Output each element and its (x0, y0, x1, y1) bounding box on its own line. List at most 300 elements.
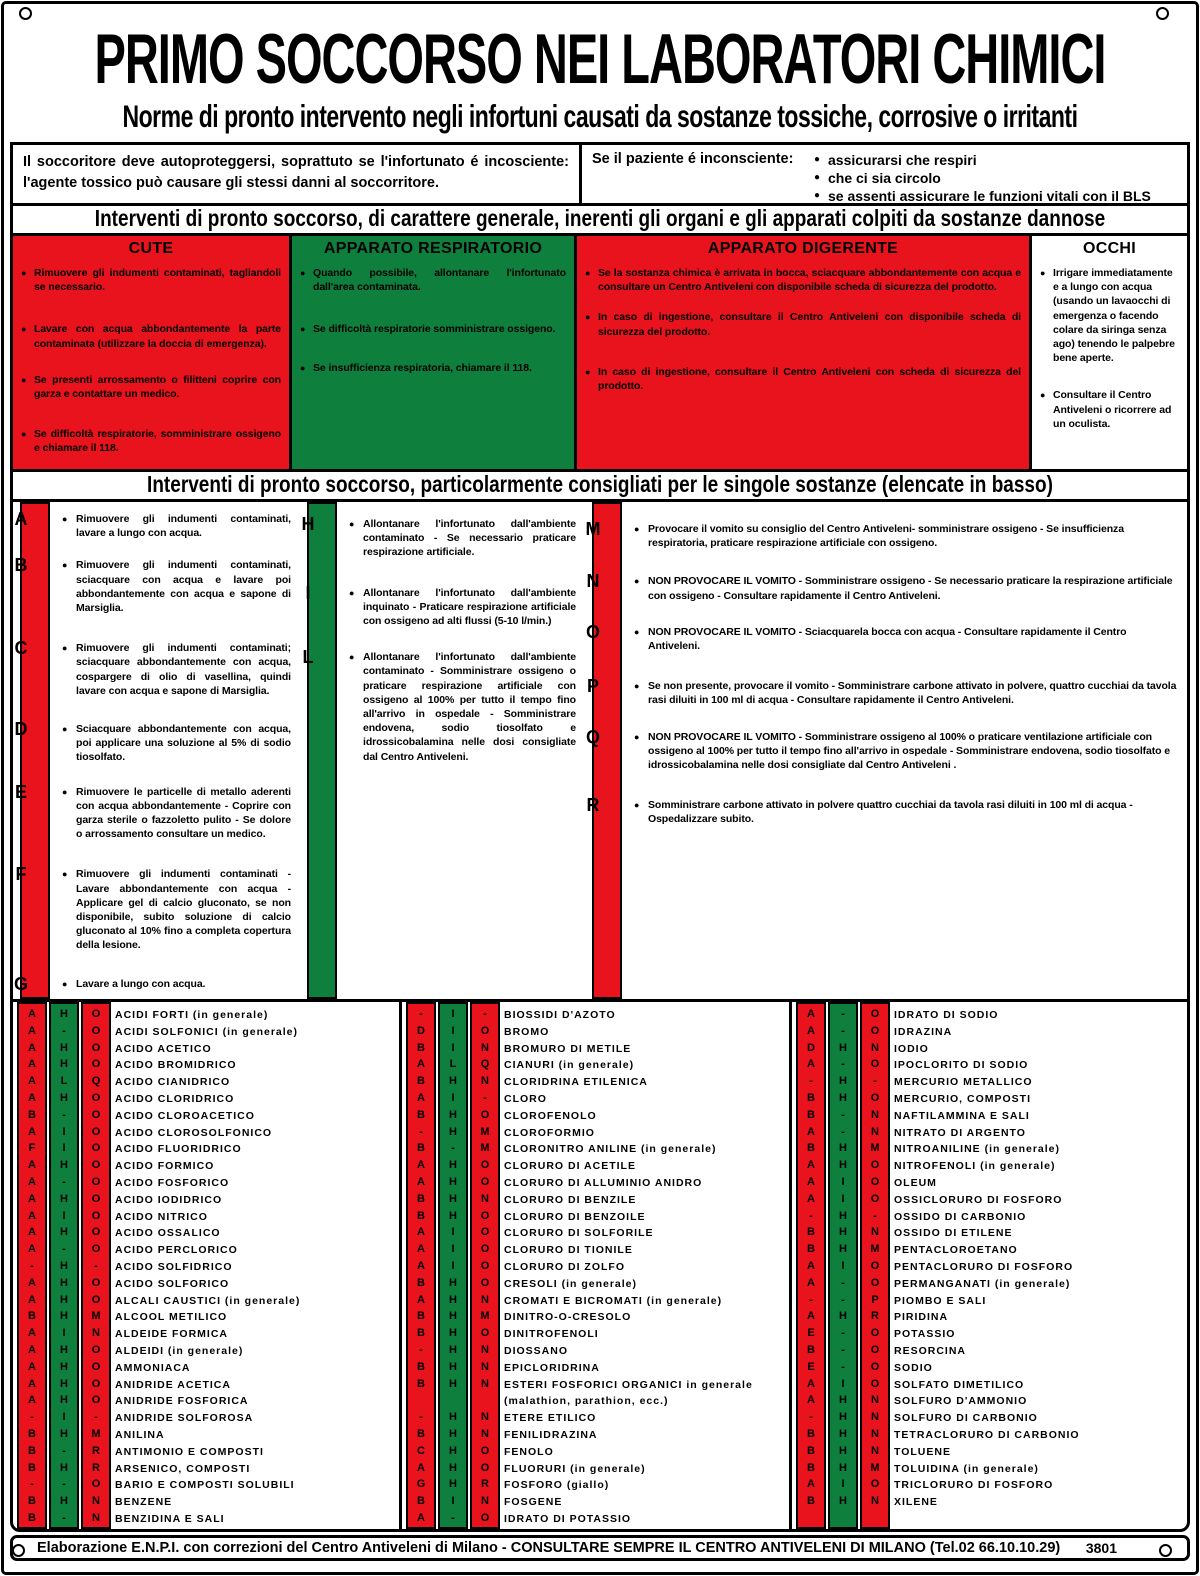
substance-row (807, 1090, 1183, 1107)
substance-code: A (28, 1293, 36, 1306)
letter-entry-C (14, 638, 291, 698)
organ-bullet-text: In caso di ingestione, consultare il Centro Antiveleni con disponibile scheda di sicurezza del prodotto. (598, 311, 1021, 338)
substance-row (28, 1241, 395, 1258)
substance-row (807, 1224, 1183, 1241)
substance-code: E (807, 1360, 815, 1373)
substance-code: A (417, 1461, 425, 1474)
substance-code: - (62, 1243, 66, 1256)
substance-name: CLORURO DI ALLUMINIO ANIDRO (504, 1176, 703, 1189)
organ-bullet-text: Lavare con acqua abbondantemente la parte contaminata (utilizzare la doccia di emergenza). (34, 323, 281, 350)
substance-name: BROMURO DI METILE (504, 1042, 632, 1055)
bullet-icon: ● (62, 643, 68, 654)
substance-name: CLORURO DI ZOLFO (504, 1260, 625, 1273)
substance-code: - (62, 1478, 66, 1491)
letter-entry-text: Lavare a lungo con acqua. (76, 977, 206, 990)
organ-bullet-text: Consultare il Centro Antiveleni o ricorrere ad un oculista. (1053, 389, 1172, 430)
substance-row (30, 1476, 395, 1493)
substance-name: ACIDO FLUORIDRICO (115, 1143, 242, 1156)
substance-code: H (839, 1091, 847, 1104)
substance-code: I (451, 1008, 455, 1020)
substance-name: AMMONIACA (115, 1361, 191, 1374)
bullet-icon: ● (634, 800, 640, 811)
substance-code: B (28, 1495, 36, 1508)
substance-name: ACIDO SOLFORICO (115, 1277, 230, 1290)
substances-table (13, 999, 1187, 1529)
substance-code: - (419, 1411, 423, 1424)
organ-bullet-text: Se difficoltà respiratorie somministrare ossigeno. (313, 323, 556, 336)
substance-code: O (870, 1360, 880, 1373)
substance-code: A (807, 1175, 815, 1188)
substance-row (809, 1409, 1183, 1426)
substance-code: A (807, 1192, 815, 1205)
bullet-icon: ● (62, 978, 68, 989)
substance-code: N (481, 1377, 489, 1390)
substance-row (417, 1359, 785, 1376)
substance-row (419, 1124, 785, 1141)
organ-column-apparato-digerente (574, 236, 1029, 469)
poster-content (10, 18, 1190, 1561)
substance-code: A (417, 1243, 425, 1256)
substance-code: - (94, 1411, 98, 1424)
substance-code: O (91, 1209, 101, 1222)
substance-code: A (28, 1276, 36, 1289)
substance-code: M (870, 1142, 880, 1155)
substance-name: ALDEIDE FORMICA (115, 1328, 228, 1341)
substance-code: O (91, 1091, 101, 1104)
substance-name: TETRACLORURO DI CARBONIO (894, 1428, 1080, 1441)
substance-name: ANIDRIDE ACETICA (115, 1378, 231, 1391)
substance-name: ACIDO CIANIDRICO (115, 1076, 231, 1089)
substance-code: B (417, 1108, 425, 1121)
substance-name: ETERE ETILICO (504, 1412, 597, 1425)
substance-name: DINITRO-O-CRESOLO (504, 1311, 632, 1324)
substance-row (28, 1359, 395, 1376)
substance-code: C (417, 1444, 425, 1457)
substance-code: H (839, 1394, 847, 1407)
bullet-icon: ● (814, 190, 821, 201)
substance-code: O (91, 1343, 101, 1356)
substance-name: ACIDO CLOROACETICO (115, 1109, 255, 1122)
substance-code: O (91, 1008, 101, 1020)
substance-code: O (91, 1377, 101, 1390)
substance-name: CLOROFORMIO (504, 1126, 595, 1139)
substance-code: A (28, 1091, 36, 1104)
substance-row (417, 1090, 785, 1107)
organ-bullet-item (300, 322, 566, 336)
substance-name: BENZIDINA E SALI (115, 1512, 225, 1525)
substance-code: B (28, 1108, 36, 1121)
substance-code: A (28, 1024, 36, 1037)
substance-code: L (449, 1058, 457, 1071)
substance-code: B (807, 1108, 815, 1121)
organ-bullet-text: Se la sostanza chimica è arrivata in bocca, sciacquare abbondantemente con acqua e consultare un Centro Antiveleni con disponibile scheda di sicurezza del prodotto. (598, 267, 1021, 294)
substance-code: B (28, 1427, 36, 1440)
substance-code: H (839, 1444, 847, 1457)
substance-code: N (871, 1108, 879, 1121)
substance-code: O (91, 1175, 101, 1188)
substance-code: P (871, 1293, 879, 1306)
letter-entry-Q (586, 726, 1177, 773)
letter-entry-text: Sciacquare abbondantemente con acqua, poi applicare una soluzione al 5% di sodio tiosolfato. (76, 723, 291, 764)
substance-name: XILENE (894, 1496, 938, 1509)
bullet-icon: ● (21, 374, 27, 385)
substance-code: H (839, 1041, 847, 1054)
letter-code-label: H (301, 514, 315, 534)
substance-row (417, 1443, 785, 1460)
substance-code: O (480, 1276, 490, 1289)
substance-code: G (416, 1478, 426, 1491)
substance-code: A (807, 1310, 815, 1323)
substance-name: FENOLO (504, 1445, 554, 1458)
poster-subtitle-text: Norme di pronto intervento negli infortuni causati da sostanze tossiche, corrosive o irritanti (122, 98, 1078, 134)
substance-code: A (28, 1125, 36, 1138)
organ-bullet-item (300, 266, 566, 294)
letter-code-label: G (14, 973, 28, 994)
substance-code: O (480, 1327, 490, 1340)
substance-row (417, 1325, 785, 1342)
substance-row (807, 1476, 1183, 1493)
substance-code: O (870, 1024, 880, 1037)
substance-code: O (480, 1444, 490, 1457)
bullet-icon: ● (62, 560, 68, 571)
substance-name: CLORURO DI BENZOILE (504, 1210, 646, 1223)
substance-code: A (417, 1058, 425, 1071)
substance-code: H (449, 1125, 457, 1138)
substance-code: N (481, 1041, 489, 1054)
substance-code: B (28, 1461, 36, 1474)
letter-group (301, 502, 582, 999)
substance-code: N (871, 1394, 879, 1407)
substance-code: H (60, 1226, 68, 1239)
substance-code: H (449, 1327, 457, 1340)
poster-title-text: PRIMO SOCCORSO NEI LABORATORI CHIMICI (94, 18, 1106, 98)
substance-code: - (419, 1008, 423, 1020)
substance-code: O (870, 1259, 880, 1272)
substance-code: - (809, 1075, 813, 1088)
letter-entry-text: Allontanare l'infortunato dall'ambiente contaminato - Somministrare ossigeno o praticare respirazione artificiale con ossigeno al 100% per tutto il tempo fino all'arrivo in ospedale - Somministrare endovena, sodio tiosolfato e idrossicobalamina nelle dosi consigliate dal Centro Antiveleni. (363, 651, 576, 763)
bullet-icon: ● (585, 366, 591, 377)
intro-row (13, 145, 1187, 203)
substance-code: H (449, 1159, 457, 1172)
substance-code: H (449, 1427, 457, 1440)
substance-row (28, 1460, 395, 1477)
substance-code: M (480, 1125, 490, 1138)
substance-code: O (480, 1175, 490, 1188)
substance-code: - (841, 1276, 845, 1289)
substance-code: - (873, 1209, 877, 1222)
substance-name: PIOMBO E SALI (894, 1294, 987, 1307)
substance-name: SODIO (894, 1361, 933, 1374)
substance-code: - (809, 1411, 813, 1424)
bullet-icon: ● (814, 172, 821, 183)
substance-code: O (91, 1192, 101, 1205)
substance-row (28, 1426, 395, 1443)
substance-row (807, 1006, 1183, 1023)
substance-code: B (807, 1495, 815, 1508)
substance-name: CLORO (504, 1092, 547, 1105)
footer-bar (10, 1535, 1190, 1561)
organ-bullet-item (21, 373, 281, 401)
substance-row (807, 1325, 1183, 1342)
substance-code: N (481, 1360, 489, 1373)
letter-entry-B (14, 555, 291, 615)
substance-code: Q (480, 1058, 490, 1071)
substance-row (809, 1073, 1183, 1090)
substance-code: I (451, 1259, 455, 1272)
substance-code: N (871, 1226, 879, 1239)
substance-code: N (481, 1293, 489, 1306)
substance-row (417, 1308, 785, 1325)
screw-hole-icon (1156, 7, 1169, 20)
substance-code: B (417, 1495, 425, 1508)
substance-code: N (481, 1075, 489, 1088)
substance-code: - (483, 1008, 487, 1020)
substance-row (417, 1292, 785, 1309)
substance-code: B (28, 1310, 36, 1323)
substance-code: H (449, 1108, 457, 1121)
substance-row (807, 1040, 1183, 1057)
substance-row (807, 1124, 1183, 1141)
substance-name: PERMANGANATI (in generale) (894, 1277, 1071, 1290)
letter-entry-text: Rimuovere le particelle di metallo aderenti con acqua abbondantemente - Coprire con garza sterile o fazzoletto pulito - Se dolore o arrossamento consultare un medico. (76, 785, 291, 841)
substance-name: ALDEIDI (in generale) (115, 1344, 244, 1357)
substance-row (28, 1040, 395, 1057)
substance-code: N (871, 1427, 879, 1440)
substance-row (28, 1023, 395, 1040)
substance-code: H (449, 1360, 457, 1373)
general-section-header-text: Interventi di pronto soccorso, di carattere generale, inerenti gli organi e gli apparati colpiti da sostanze dannose (94, 206, 1106, 232)
substance-code: B (417, 1310, 425, 1323)
substance-code: H (839, 1142, 847, 1155)
substance-row (28, 1107, 395, 1124)
substance-code: Q (91, 1075, 101, 1088)
substance-row (807, 1376, 1183, 1393)
bullet-icon: ● (585, 312, 591, 323)
substance-name: NAFTILAMMINA E SALI (894, 1109, 1030, 1122)
substance-code: N (481, 1411, 489, 1424)
intro-bullet-item (814, 169, 1179, 187)
substance-name: POTASSIO (894, 1328, 956, 1341)
screw-hole-icon (19, 7, 32, 20)
substance-code: O (870, 1008, 880, 1020)
substance-name: BENZENE (115, 1496, 173, 1509)
substance-row (28, 1224, 395, 1241)
organ-bullet-text: Rimuovere gli indumenti contaminati, tagliandoli se necessario. (34, 267, 281, 294)
substance-row (417, 1056, 785, 1073)
substance-code: A (807, 1377, 815, 1390)
bullet-icon: ● (585, 268, 591, 278)
substance-code: I (62, 1125, 66, 1138)
substance-code: O (91, 1478, 101, 1491)
organ-bullet-text: In caso di ingestione, consultare il Centro Antiveleni con scheda di sicurezza del prodotto. (598, 365, 1021, 393)
substance-row (417, 1208, 785, 1225)
poster-title (10, 18, 1190, 102)
substance-code: H (839, 1310, 847, 1323)
substance-code: O (480, 1259, 490, 1272)
bullet-icon: ● (634, 524, 640, 534)
substance-code: M (480, 1142, 490, 1155)
substance-group (399, 1002, 789, 1529)
substance-code: H (60, 1394, 68, 1407)
substance-code: - (30, 1478, 34, 1491)
bullet-icon: ● (21, 268, 27, 278)
substance-name: CRESOLI (in generale) (504, 1277, 638, 1290)
substance-name: BIOSSIDI D'AZOTO (504, 1009, 616, 1021)
substance-name: MERCURIO METALLICO (894, 1076, 1033, 1089)
substance-row (419, 1006, 785, 1023)
substance-group (789, 1002, 1187, 1529)
substance-row (807, 1023, 1183, 1040)
substance-row (417, 1460, 785, 1477)
substance-code: O (480, 1108, 490, 1121)
organ-bullet-text: Quando possibile, allontanare l'infortunato dall'area contaminata. (313, 267, 566, 294)
substance-code: O (91, 1108, 101, 1121)
substance-name: ACIDO ACETICO (115, 1042, 212, 1055)
substance-row (30, 1258, 395, 1275)
intro-bullet-text: assicurarsi che respiri (828, 152, 977, 168)
substance-code: B (417, 1427, 425, 1440)
substance-row (417, 1174, 785, 1191)
substance-code: - (809, 1209, 813, 1222)
letter-entry-I (305, 582, 576, 629)
substance-code: - (841, 1343, 845, 1356)
substance-code: H (60, 1293, 68, 1306)
letter-entry-text: Provocare il vomito su consiglio del Centro Antiveleni- somministrare ossigeno - Se insufficienza respiratoria, praticare respirazione artificiale con ossigeno. (648, 523, 1124, 550)
substance-row (28, 1073, 395, 1090)
letter-entry-text: Se non presente, provocare il vomito - Somministrare carbone attivato in polvere, quattro cucchiai da tavola rasi diluiti in 100 ml di acqua - Consultare rapidamente il Centro Antiveleni. (648, 680, 1177, 707)
letter-entry-O (586, 621, 1177, 653)
substance-name-continued: (malathion, parathion, ecc.) (504, 1395, 669, 1408)
substance-code: O (91, 1226, 101, 1239)
substance-code: H (60, 1360, 68, 1373)
substance-row (28, 1174, 395, 1191)
substance-code: - (841, 1024, 845, 1037)
substance-row (28, 1191, 395, 1208)
substance-code: H (839, 1427, 847, 1440)
substance-code: I (451, 1091, 455, 1104)
substance-code: I (62, 1327, 66, 1340)
substance-row (807, 1241, 1183, 1258)
letter-color-bar (20, 502, 50, 999)
substance-code: H (60, 1461, 68, 1474)
substance-code: H (60, 1377, 68, 1390)
substance-code: I (451, 1024, 455, 1037)
substance-name: ESTERI FOSFORICI ORGANICI in generale (504, 1378, 753, 1391)
substance-name: CLORURO DI ACETILE (504, 1160, 636, 1173)
specific-section-header-text: Interventi di pronto soccorso, particolarmente consigliati per le singole sostanze (elencate in basso) (147, 472, 1053, 498)
substance-name: IDRATO DI SODIO (894, 1009, 999, 1021)
intro-bullet-item (814, 187, 1179, 205)
substance-code: N (481, 1495, 489, 1508)
substance-row (807, 1460, 1183, 1477)
letter-entry-H (301, 514, 576, 560)
substance-row (807, 1107, 1183, 1124)
substance-code: H (449, 1192, 457, 1205)
substance-name: ACIDO CLOROSOLFONICO (115, 1126, 273, 1139)
bullet-icon: ● (349, 652, 355, 663)
substance-code: H (449, 1478, 457, 1491)
organ-bullet-item (585, 310, 1021, 338)
substance-code: - (62, 1108, 66, 1121)
substance-row (417, 1107, 785, 1124)
substance-row (28, 1056, 395, 1073)
substance-code: H (449, 1276, 457, 1289)
substance-code: O (91, 1041, 101, 1054)
substance-name: TOLUENE (894, 1445, 951, 1458)
substance-row (419, 1342, 785, 1359)
substance-code: H (60, 1495, 68, 1508)
specific-section-header (13, 469, 1187, 499)
substance-code: A (417, 1175, 425, 1188)
substance-code: I (451, 1226, 455, 1239)
substance-name: OLEUM (894, 1176, 937, 1189)
letter-entry-text: Somministrare carbone attivato in polvere quattro cucchiai da tavola rasi diluiti in 100 ml di acqua - Ospedalizzare subito. (648, 799, 1133, 826)
substance-code: O (480, 1243, 490, 1256)
substance-code: A (28, 1159, 36, 1172)
letter-code-label: L (302, 647, 314, 668)
substance-code: D (417, 1024, 425, 1037)
substance-name: ACIDI FORTI (in generale) (115, 1009, 269, 1021)
letter-group (14, 502, 297, 999)
substance-code: O (870, 1192, 880, 1205)
substance-name: ALCALI CAUSTICI (in generale) (115, 1294, 301, 1307)
letter-entry-text: NON PROVOCARE IL VOMITO - Sciacquarela bocca con acqua - Consultare rapidamente il Centro Antiveleni. (648, 625, 1127, 653)
substance-row (417, 1258, 785, 1275)
substance-code: - (62, 1444, 66, 1457)
letter-color-bar (307, 502, 337, 999)
organ-bullet-item (585, 266, 1021, 294)
substance-code: A (417, 1511, 425, 1524)
general-section-header (13, 203, 1187, 233)
substance-name: FOSFORO (giallo) (504, 1479, 610, 1492)
substance-code: B (417, 1142, 425, 1155)
substance-code: H (449, 1461, 457, 1474)
letter-code-label: N (586, 571, 600, 592)
substance-name: RESORCINA (894, 1344, 967, 1357)
substance-code: B (807, 1343, 815, 1356)
substance-row (807, 1342, 1183, 1359)
substance-code: N (92, 1511, 100, 1524)
substance-code: A (807, 1024, 815, 1037)
letter-entry-P (587, 676, 1177, 707)
main-frame (10, 142, 1190, 1532)
substance-code: - (841, 1108, 845, 1121)
bullet-icon: ● (300, 362, 306, 373)
substance-code: A (807, 1259, 815, 1272)
bullet-icon: ● (62, 786, 68, 797)
substance-code: - (841, 1360, 845, 1373)
substance-code: N (481, 1427, 489, 1440)
substance-row (417, 1073, 785, 1090)
substance-name: IPOCLORITO DI SODIO (894, 1059, 1029, 1072)
substance-row (28, 1275, 395, 1292)
substance-row (807, 1392, 1183, 1409)
substance-code: B (417, 1075, 425, 1088)
bullet-icon: ● (634, 681, 640, 692)
substance-code: - (841, 1125, 845, 1138)
substance-name: CLORONITRO ANILINE (in generale) (504, 1143, 717, 1156)
bullet-icon: ● (300, 268, 306, 278)
letter-entry-E (15, 781, 291, 842)
substance-row (807, 1140, 1183, 1157)
bullet-icon: ● (349, 587, 355, 598)
substance-code: H (449, 1175, 457, 1188)
substance-code: - (841, 1008, 845, 1020)
substance-name: TRICLORURO DI FOSFORO (894, 1479, 1054, 1492)
letter-code-label: B (14, 555, 28, 576)
substance-code: H (60, 1058, 68, 1071)
substance-code: I (841, 1175, 845, 1188)
